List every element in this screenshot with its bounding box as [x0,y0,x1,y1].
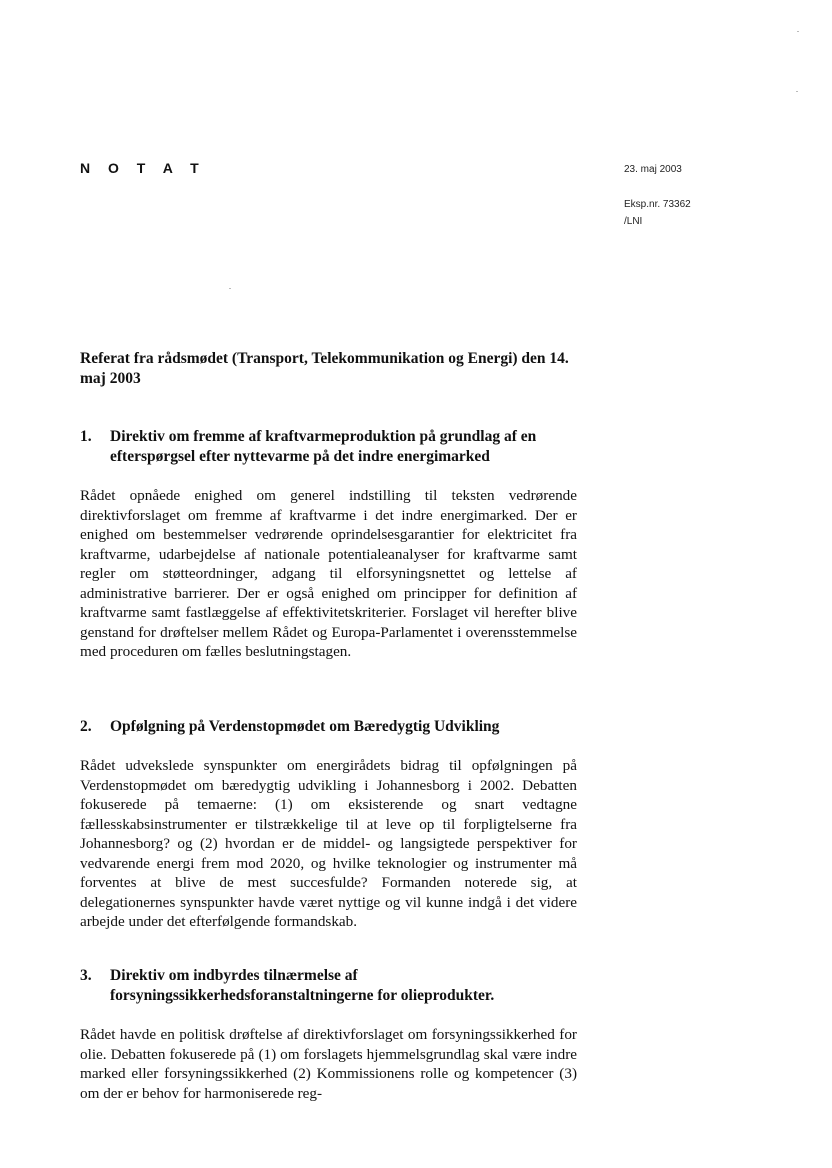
document-meta [624,163,804,228]
scan-speck [797,31,799,32]
section-3-body: Rådet havde en politisk drøftelse af direktivforslaget om forsyningssikkerhed for olie. Debatten fokuserede på (1) om forslagets hjemmelsgrundlag skal være indre marked eller forsyningssikkerhed (2) Kommissionens rolle og kompetencer (3) om der er behov for harmoniserede reg- [80,1026,577,1102]
section-1-body: Rådet opnåede enighed om generel indstilling til teksten vedrørende direktivforslaget om fremme af kraftvarme i det indre energimarked. Der er enighed om bestemmelser vedrørende oprindelsesgarantier for elektricitet fra kraftvarme, udarbejdelse af nationale potentialeanalyser for kraftvarme samt regler om støtteordninger, adgang til elforsyningsnettet og lettelse af administrative barrierer. Der er også enighed om principper for definition af kraftvarme samt fastlæggelse af effektivitetskriterier. Forslaget vil herefter blive genstand for drøftelser mellem Rådet og Europa-Parlamentet i overensstemmelse med proceduren om fælles beslutningstagen. [80,487,577,660]
section-2-heading [80,717,590,737]
section-2-title: Opfølgning på Verdenstopmødet om Bæredygtig Udvikling [110,718,500,735]
author-initials: /LNI [624,216,643,227]
scan-speck [796,91,798,92]
case-number: Eksp.nr. 73362 [624,199,691,210]
section-1-title: Direktiv om fremme af kraftvarmeproduktion på grundlag af en efterspørgsel efter nyttevarme på det indre energimarked [110,428,537,465]
document-type-label: N O T A T [80,160,206,176]
document-date: 23. maj 2003 [624,164,682,175]
section-1-number: 1. [80,428,92,445]
document-title: Referat fra rådsmødet (Transport, Telekommunikation og Energi) den 14. maj 2003 [80,350,569,387]
section-3-number: 3. [80,967,92,984]
section-2-body: Rådet udvekslede synspunkter om energirådets bidrag til opfølgningen på Verdenstopmødet om bæredygtig udvikling i Johannesborg i 2002. Debatten fokuserede på temaerne: (1) om eksisterende og snart vedtagne fællesskabsinstrumenter er tilstrækkelige til at leve op til forpligtelserne fra Johannesborg? og (2) hvordan er de middel- og langsigtede perspektiver for vedvarende energi frem mod 2020, og hvilke teknologier og instrumenter må forventes at blive de mest succesfulde? Formanden noterede sig, at delegationernes synspunkter havde været nyttige og vil kunne indgå i det videre arbejde under det efterfølgende formandskab. [80,757,577,930]
scan-speck [229,288,231,289]
section-3-title: Direktiv om indbyrdes tilnærmelse af forsyningssikkerhedsforanstaltningerne for olieprodukter. [110,967,495,1004]
section-2-number: 2. [80,718,92,735]
section-1-heading [80,427,590,467]
section-3-heading [80,966,590,1006]
